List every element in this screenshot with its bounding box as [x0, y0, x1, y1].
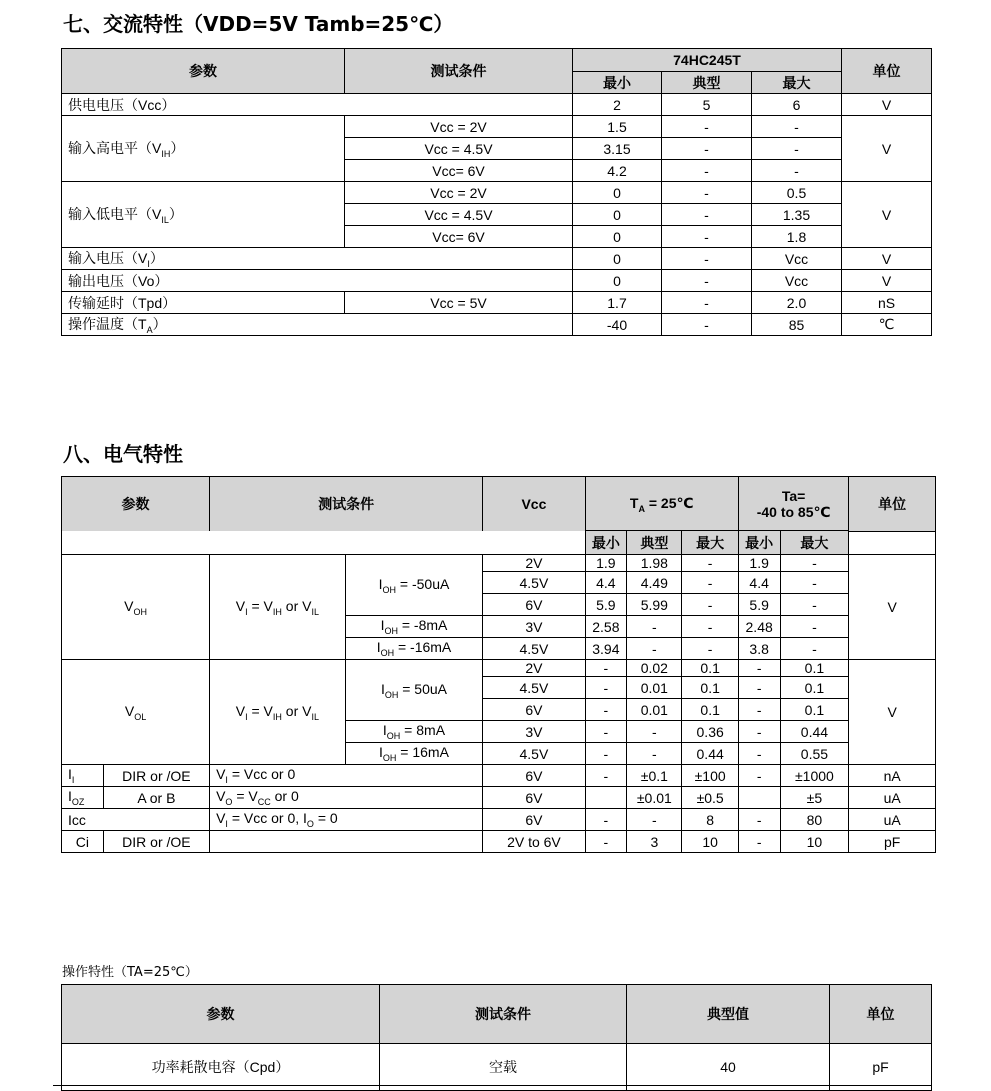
cell: Vcc	[752, 270, 842, 292]
cell: Vcc = 4.5V	[345, 204, 573, 226]
col-min: 最小	[573, 72, 662, 94]
cell: -	[780, 555, 849, 572]
cell: -	[662, 182, 752, 204]
param-vi: 输入电压$(V_I)$	[62, 248, 573, 270]
param-vol: $V_{OL}$	[62, 660, 210, 765]
cell: V	[842, 182, 932, 248]
cell: -	[662, 248, 752, 270]
col-cond: 测试条件	[380, 985, 627, 1044]
cell: 0.02	[627, 660, 682, 677]
cell: -	[662, 270, 752, 292]
cond-iol-8: $I_{OH} = 8mA$	[345, 721, 483, 743]
cell: 0.1	[682, 660, 738, 677]
cell: 6	[752, 94, 842, 116]
col-max: 最大	[682, 531, 738, 555]
cell: 3.15	[573, 138, 662, 160]
cell: -	[585, 831, 627, 853]
param-ci: Ci	[62, 831, 104, 853]
cell: 4.5V	[483, 638, 585, 660]
cell: pF	[830, 1044, 932, 1091]
cell: -	[585, 699, 627, 721]
col-cond: 测试条件	[210, 477, 483, 532]
param-ii: $I_I$	[62, 765, 104, 787]
cell: -	[682, 555, 738, 572]
cell: ±100	[682, 765, 738, 787]
cell: -	[738, 660, 780, 677]
cell: 6V	[483, 699, 585, 721]
cell: -	[682, 594, 738, 616]
cell: pF	[849, 831, 936, 853]
table-row	[62, 314, 932, 336]
cell: 0.44	[682, 743, 738, 765]
cell: -	[738, 765, 780, 787]
table-row	[62, 94, 932, 116]
cell: 5.99	[627, 594, 682, 616]
table-row	[62, 248, 932, 270]
cell: 40	[627, 1044, 830, 1091]
cell: -	[585, 765, 627, 787]
col-unit: 单位	[849, 477, 936, 532]
param-tpd: 传输延时（Tpd）	[62, 292, 345, 314]
cell: -	[738, 699, 780, 721]
cell: 2	[573, 94, 662, 116]
section8-title: 八、电气特性	[63, 442, 183, 466]
cell: ℃	[842, 314, 932, 336]
cond-ioh-8: $I_{OH} = -8mA$	[345, 616, 483, 638]
cell: -	[585, 809, 627, 831]
cell: -	[662, 116, 752, 138]
param-ta: 操作温度$(T_A)$	[62, 314, 573, 336]
cell: -	[662, 160, 752, 182]
cell: 2V	[483, 660, 585, 677]
cell: 0.5	[752, 182, 842, 204]
table-header	[62, 985, 932, 1044]
cond-ioz: $V_O = V_{CC}$ or 0	[210, 787, 483, 809]
cell: 0	[573, 270, 662, 292]
cell: 4.5V	[483, 743, 585, 765]
col-part: 74HC245T	[573, 49, 842, 72]
table-row	[62, 116, 932, 138]
cell: nS	[842, 292, 932, 314]
param-voh: $V_{OH}$	[62, 555, 210, 660]
cell: uA	[849, 787, 936, 809]
cell: ±5	[780, 787, 849, 809]
cell: 0.1	[682, 699, 738, 721]
cell: -	[627, 638, 682, 660]
cell: -	[682, 638, 738, 660]
cell: 3.8	[738, 638, 780, 660]
table-row	[62, 831, 936, 853]
cell: 4.2	[573, 160, 662, 182]
cell: -	[627, 743, 682, 765]
cell	[585, 787, 627, 809]
table-row	[62, 270, 932, 292]
cell	[738, 787, 780, 809]
table-row	[62, 1044, 932, 1091]
param-cpd: 功率耗散电容（Cpd）	[62, 1044, 380, 1091]
cell: -	[627, 721, 682, 743]
col-max2: 最大	[780, 531, 849, 555]
table-row	[62, 809, 936, 831]
param-vcc: 供电电压（Vcc）	[62, 94, 573, 116]
table-row	[62, 182, 932, 204]
cell: -	[662, 226, 752, 248]
cell: -	[662, 138, 752, 160]
cell: 6V	[483, 765, 585, 787]
cell: 0.36	[682, 721, 738, 743]
cell: 0.1	[780, 699, 849, 721]
col-typ: 典型	[662, 72, 752, 94]
cell: 3V	[483, 616, 585, 638]
cell: 1.8	[752, 226, 842, 248]
cell: Vcc= 6V	[345, 160, 573, 182]
cell: uA	[849, 809, 936, 831]
cell: 2.0	[752, 292, 842, 314]
cell: -	[627, 616, 682, 638]
cell: 1.9	[585, 555, 627, 572]
cond-icc: $V_I$ = Vcc or 0, $I_O = 0$	[210, 809, 483, 831]
cell: 10	[780, 831, 849, 853]
col-param: 参数	[62, 985, 380, 1044]
col-ta25: $T_A$ = 25℃	[585, 477, 738, 532]
cell: -	[780, 616, 849, 638]
cell: V	[849, 555, 936, 660]
cell: -	[738, 743, 780, 765]
cell: 6V	[483, 594, 585, 616]
cell: Vcc = 4.5V	[345, 138, 573, 160]
col-ta-range: Ta= -40 to 85℃	[738, 477, 849, 532]
op-caption: 操作特性（TA=25℃）	[62, 965, 198, 980]
cell: 0.55	[780, 743, 849, 765]
cell: Vcc= 6V	[345, 226, 573, 248]
col-max: 最大	[752, 72, 842, 94]
cell: Vcc = 5V	[345, 292, 573, 314]
table-row	[62, 292, 932, 314]
cell: -	[780, 638, 849, 660]
cell: 0	[573, 248, 662, 270]
cell: 1.7	[573, 292, 662, 314]
cell: -	[662, 314, 752, 336]
cell: -	[738, 721, 780, 743]
cell: -	[738, 677, 780, 699]
table-subheader	[62, 531, 936, 555]
cond-ii: $V_I$ = Vcc or 0	[210, 765, 483, 787]
cell: 3V	[483, 721, 585, 743]
cell: -	[738, 809, 780, 831]
table-row	[62, 555, 936, 572]
cell: 5	[662, 94, 752, 116]
cell: ±1000	[780, 765, 849, 787]
cell: 85	[752, 314, 842, 336]
cell: 0	[573, 204, 662, 226]
cell: Vcc = 2V	[345, 182, 573, 204]
cell: 0	[573, 226, 662, 248]
cell: 0.44	[780, 721, 849, 743]
col-min2: 最小	[738, 531, 780, 555]
cell: -	[585, 677, 627, 699]
section7-title: 七、交流特性（VDD=5V Tamb=25℃）	[63, 12, 454, 36]
operating-characteristics-table	[61, 984, 932, 1091]
cell: Vcc	[752, 248, 842, 270]
cell: 3.94	[585, 638, 627, 660]
pin-ci: DIR or /OE	[103, 831, 209, 853]
dc-characteristics-body	[61, 530, 936, 555]
col-cond: 测试条件	[345, 49, 573, 94]
param-ioz: $I_{OZ}$	[62, 787, 104, 809]
dc-characteristics-table	[61, 476, 936, 532]
cell: 4.5V	[483, 677, 585, 699]
pin-ioz: A or B	[103, 787, 209, 809]
cell: ±0.01	[627, 787, 682, 809]
cell: V	[842, 94, 932, 116]
cell: 4.49	[627, 572, 682, 594]
col-vcc: Vcc	[483, 477, 585, 532]
param-vo: 输出电压（Vo）	[62, 270, 573, 292]
col-unit: 单位	[830, 985, 932, 1044]
table-row	[62, 660, 936, 677]
cell: -	[738, 831, 780, 853]
page-divider	[53, 1085, 931, 1086]
cell: 0.1	[780, 660, 849, 677]
cell: 10	[682, 831, 738, 853]
param-icc: Icc	[62, 809, 210, 831]
cell: 2.48	[738, 616, 780, 638]
table-row	[62, 787, 936, 809]
cell: 1.35	[752, 204, 842, 226]
cell: 0.1	[780, 677, 849, 699]
cell: 0.1	[682, 677, 738, 699]
cond-iol-16: $I_{OH} = 16mA$	[345, 743, 483, 765]
cell: -	[682, 572, 738, 594]
cell: ±0.1	[627, 765, 682, 787]
cond-ioh-16: $I_{OH} = -16mA$	[345, 638, 483, 660]
param-vih: 输入高电平$(V_{IH})$	[62, 116, 345, 182]
cell: 0	[573, 182, 662, 204]
cell: -	[585, 660, 627, 677]
cell: 4.4	[738, 572, 780, 594]
table-row	[62, 765, 936, 787]
cell: V	[842, 116, 932, 182]
cell: 5.9	[585, 594, 627, 616]
cell: V	[842, 270, 932, 292]
cond-iol-50: $I_{OH} = 50uA$	[345, 660, 483, 721]
cell: Vcc = 2V	[345, 116, 573, 138]
col-typ: 典型	[627, 531, 682, 555]
cell: -	[662, 204, 752, 226]
cell: 1.98	[627, 555, 682, 572]
cell: 80	[780, 809, 849, 831]
cell: V	[842, 248, 932, 270]
cell: 3	[627, 831, 682, 853]
table-header	[62, 477, 936, 532]
cond-ioh-50: $I_{OH} = -50uA$	[345, 555, 483, 616]
cell: 4.5V	[483, 572, 585, 594]
col-min: 最小	[585, 531, 627, 555]
cell: 2.58	[585, 616, 627, 638]
cell: 2V to 6V	[483, 831, 585, 853]
cell: -	[780, 572, 849, 594]
cell: -40	[573, 314, 662, 336]
cond-voh: $V_I = V_{IH}$ or $V_{IL}$	[210, 555, 346, 660]
cond-vol: $V_I = V_{IH}$ or $V_{IL}$	[210, 660, 346, 765]
cell: -	[627, 809, 682, 831]
cell: -	[752, 138, 842, 160]
cell: 2V	[483, 555, 585, 572]
cell: -	[752, 160, 842, 182]
cell: -	[585, 743, 627, 765]
col-unit: 单位	[842, 49, 932, 94]
cell: 5.9	[738, 594, 780, 616]
cell: 0.01	[627, 699, 682, 721]
cell: 1.9	[738, 555, 780, 572]
cell: -	[682, 616, 738, 638]
cell: nA	[849, 765, 936, 787]
pin-ii: DIR or /OE	[103, 765, 209, 787]
cell: 空载	[380, 1044, 627, 1091]
cell: 8	[682, 809, 738, 831]
param-vil: 输入低电平$(V_{IL})$	[62, 182, 345, 248]
cell: ±0.5	[682, 787, 738, 809]
cell: 6V	[483, 809, 585, 831]
col-typ: 典型值	[627, 985, 830, 1044]
cell: -	[662, 292, 752, 314]
cell: -	[752, 116, 842, 138]
cell: 1.5	[573, 116, 662, 138]
cell: -	[585, 721, 627, 743]
ac-characteristics-table	[61, 48, 932, 336]
cell: 0.01	[627, 677, 682, 699]
col-param: 参数	[62, 477, 210, 532]
dc-characteristics-rows	[61, 554, 936, 853]
cell: 6V	[483, 787, 585, 809]
col-param: 参数	[62, 49, 345, 94]
table-header	[62, 49, 932, 72]
cell: -	[780, 594, 849, 616]
cell: V	[849, 660, 936, 765]
cond-ci	[210, 831, 483, 853]
cell: 4.4	[585, 572, 627, 594]
